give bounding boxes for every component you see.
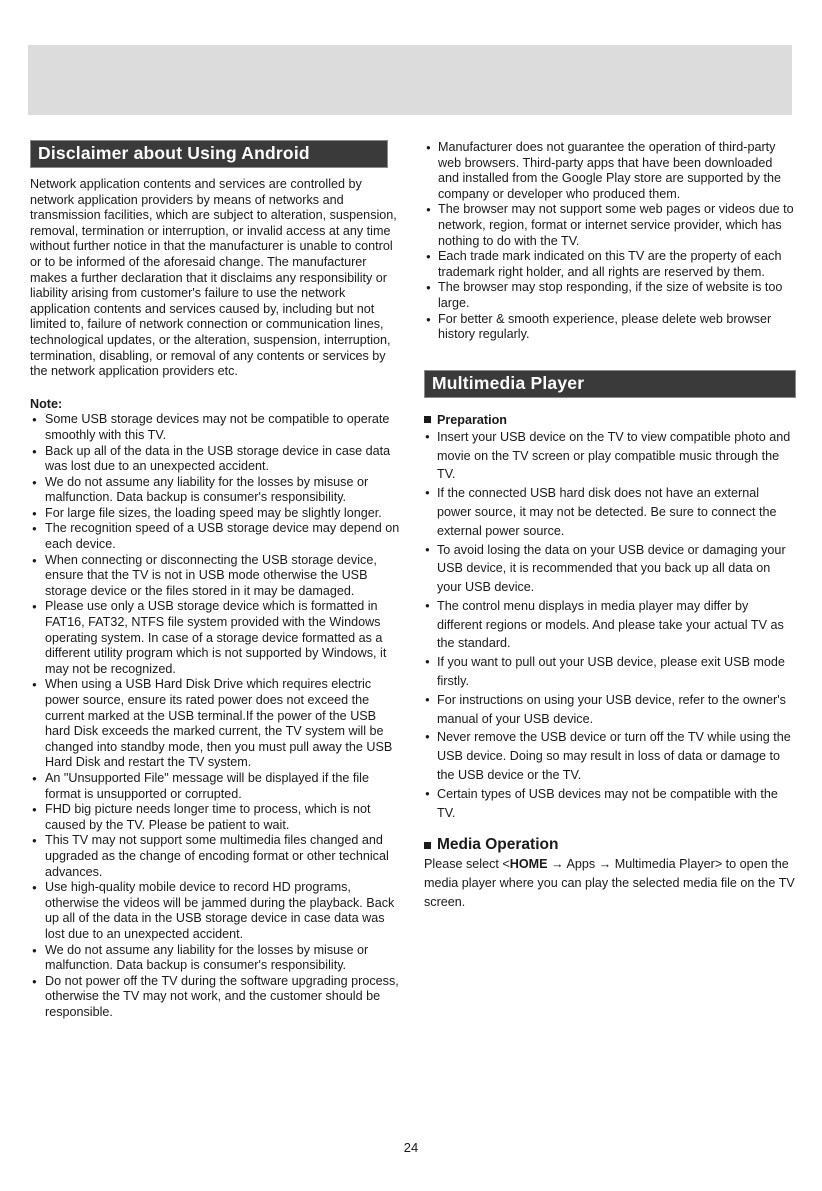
left-column bbox=[30, 140, 402, 1020]
media-operation-path: → Apps → Multimedia Player> to open the media player where you can play the selected media file on the TV screen. bbox=[424, 857, 795, 910]
home-key-label: HOME bbox=[509, 857, 548, 872]
preparation-item: ● Never remove the USB device or turn off the TV while using the USB device. Doing so may result in loss of data or damage to the USB device or the TV. bbox=[424, 728, 796, 784]
preparation-item: ● The control menu displays in media player may differ by different regions or models. And please take your actual TV as the standard. bbox=[424, 597, 796, 653]
note-item: ● Please use only a USB storage device which is formatted in FAT16, FAT32, NTFS file system provided with the Windows operating system. In case of a storage device formatted as a different utility program which is not supported by Windows, it may not be recognized. bbox=[30, 599, 402, 677]
page-number: 24 bbox=[403, 1140, 419, 1155]
note-item: ● When using a USB Hard Disk Drive which requires electric power source, ensure its rated power does not exceed the current marked at the USB terminal.If the power of the USB hard Disk exceeds the marked current, the TV system will be changed into standby mode, then you must pull away the USB Hard Disk and restart the TV system. bbox=[30, 677, 402, 771]
note-item: ● For large file sizes, the loading speed may be slightly longer. bbox=[30, 506, 402, 522]
preparation-item: ● If the connected USB hard disk does not have an external power source, it may not be detected. Be sure to connect the external power source. bbox=[424, 484, 796, 540]
browser-notes-list bbox=[424, 140, 796, 343]
disclaimer-body: Network application contents and services are controlled by network application providers by means of networks and transmission facilities, which are subject to alteration, suspension, removal, termination or interruption, or invalid access at any time without further notice in that the manufacturer is unable to control or to be informed of the aforesaid change. The manufacturer makes a further declaration that it disclaims any responsibility or liability arising from customer's failure to use the network application contents and services caused by, including but not limited to, failure of network connection or communication lines, technological updates, or the alteration, suspension, interruption, termination, disabling, or removal of any contents or services by the network application providers etc. bbox=[30, 177, 397, 379]
note-list bbox=[30, 412, 402, 1020]
browser-note: ● Each trade mark indicated on this TV are the property of each trademark right holder, and all rights are reserved by them. bbox=[424, 249, 796, 280]
note-item: ● Some USB storage devices may not be compatible to operate smoothly with this TV. bbox=[30, 412, 402, 443]
preparation-item: ● Insert your USB device on the TV to view compatible photo and movie on the TV screen or play compatible music through the TV. bbox=[424, 428, 796, 484]
media-operation-prefix: Please select < bbox=[424, 857, 510, 872]
note-item: ● Do not power off the TV during the software upgrading process, otherwise the TV may not work, and the customer should be responsible. bbox=[30, 974, 402, 1021]
header-band bbox=[28, 45, 792, 115]
preparation-item: ● To avoid losing the data on your USB device or damaging your USB device, it is recommended that you back up all data on your USB device. bbox=[424, 541, 796, 597]
browser-note: ● For better & smooth experience, please delete web browser history regularly. bbox=[424, 312, 796, 343]
square-bullet-icon bbox=[424, 416, 431, 423]
media-operation-heading-text: Media Operation bbox=[437, 836, 559, 854]
note-heading: Note: bbox=[30, 396, 63, 411]
right-column bbox=[424, 140, 796, 912]
preparation-list bbox=[424, 428, 796, 823]
square-bullet-icon bbox=[424, 842, 431, 849]
note-item: ● Use high-quality mobile device to record HD programs, otherwise the videos will be jammed during the playback. Back up all of the data in the USB storage device in case data was lost due to an unexpected accident. bbox=[30, 880, 402, 942]
preparation-item: ● If you want to pull out your USB device, please exit USB mode firstly. bbox=[424, 653, 796, 691]
preparation-item: ● Certain types of USB devices may not be compatible with the TV. bbox=[424, 785, 796, 823]
note-item: ● We do not assume any liability for the losses by misuse or malfunction. Data backup is consumer's responsibility. bbox=[30, 475, 402, 506]
note-item: ● FHD big picture needs longer time to process, which is not caused by the TV. Please be patient to wait. bbox=[30, 802, 402, 833]
preparation-heading-text: Preparation bbox=[437, 412, 507, 427]
browser-note: ● The browser may not support some web pages or videos due to network, region, format or internet service provider, which has nothing to do with the TV. bbox=[424, 202, 796, 249]
browser-note: ● Manufacturer does not guarantee the operation of third-party web browsers. Third-party apps that have been downloaded and installed from the Google Play store are supported by the company or developer who produced them. bbox=[424, 140, 796, 202]
note-item: ● We do not assume any liability for the losses by misuse or malfunction. Data backup is consumer's responsibility. bbox=[30, 943, 402, 974]
preparation-item: ● For instructions on using your USB device, refer to the owner's manual of your USB device. bbox=[424, 691, 796, 729]
note-item: ● When connecting or disconnecting the USB storage device, ensure that the TV is not in USB mode otherwise the USB storage device or the files stored in it may be damaged. bbox=[30, 553, 402, 600]
note-item: ● The recognition speed of a USB storage device may depend on each device. bbox=[30, 521, 402, 552]
browser-note: ● The browser may stop responding, if the size of website is too large. bbox=[424, 280, 796, 311]
disclaimer-heading: Disclaimer about Using Android bbox=[30, 140, 388, 168]
note-item: ● An "Unsupported File" message will be displayed if the file format is unsupported or corrupted. bbox=[30, 771, 402, 802]
multimedia-heading: Multimedia Player bbox=[424, 370, 796, 398]
media-operation-text bbox=[424, 855, 796, 911]
note-item: ● Back up all of the data in the USB storage device in case data was lost due to an unexpected accident. bbox=[30, 444, 402, 475]
note-item: ● This TV may not support some multimedia files changed and upgraded as the change of encoding format or other technical advances. bbox=[30, 833, 402, 880]
media-operation-heading bbox=[424, 836, 796, 854]
preparation-heading bbox=[424, 413, 796, 427]
